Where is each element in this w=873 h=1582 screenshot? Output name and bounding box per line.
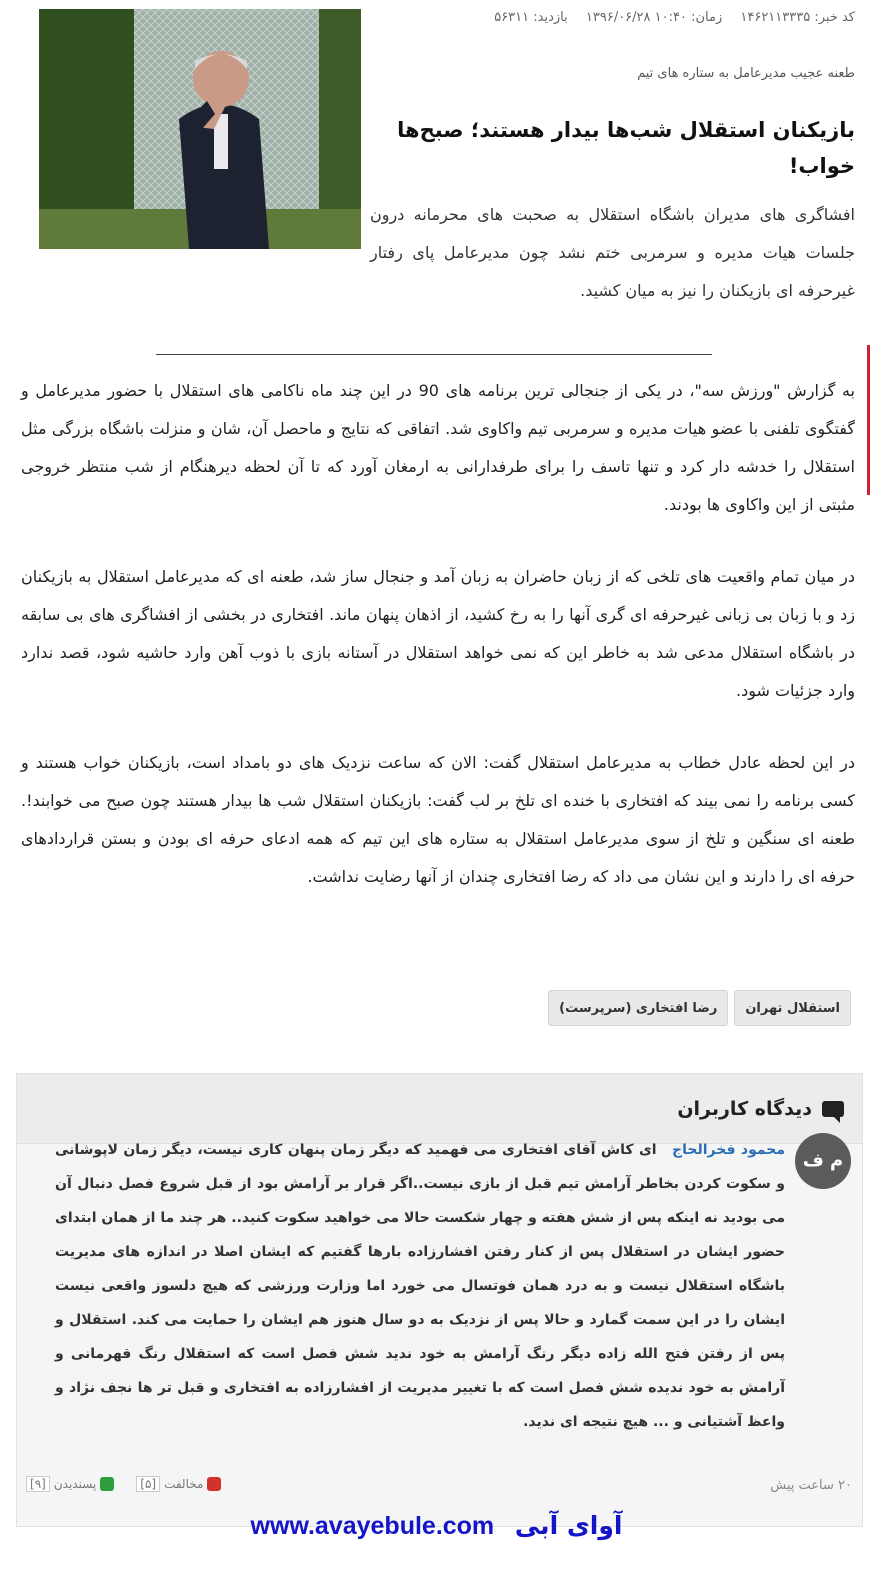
tag-list: [548, 990, 851, 1026]
thumbs-down-icon: [207, 1477, 221, 1491]
news-time: زمان: ۱۰:۴۰ ۱۳۹۶/۰۶/۲۸: [585, 10, 723, 25]
article-paragraph: در میان تمام واقعیت های تلخی که از زبان حاضران به زبان آمد و جنجال ساز شد، طعنه ای که مدیرعامل استقلال به بازیکنان زد و با زبان بی زبانی غیرحرفه ای گری آنها را به رخ کشید، از اذهان پنهان ماند. افتخاری در بخشی از افشاگری های بی سابقه در باشگاه استقلال مدعی شد به خاطر این که نمی خواهد استقلال در آستانه بازی با ذوب آهن وارد حاشیه شود، قصد ندارد وارد جزئیات شود.: [21, 567, 855, 700]
brand-url[interactable]: www.avayebule.com: [250, 1512, 495, 1540]
article-paragraph: در این لحظه عادل خطاب به مدیرعامل استقلال گفت: الان که ساعت نزدیک های دو بامداد است، بازیکنان خواب هستند و کسی برنامه را نمی بیند که افتخاری با خنده ای تلخ بر لب گفت: بازیکنان استقلال شب ها بیدار هستند چون صبح می خوابند!. طعنه ای سنگین و تلخ از سوی مدیرعامل استقلال به ستاره های این تیم که همه ادعای حرفه ای بودن و بستن قراردادهای حرفه ای را دارند و این نشان می داد که رضا افتخاری چندان از آنها رضایت نداشت.: [21, 753, 855, 886]
comment-text: [55, 1133, 785, 1439]
comment-author-link[interactable]: محمود فخرالحاج: [672, 1142, 786, 1158]
comments-title: دیدگاه کاربران: [677, 1097, 812, 1120]
dislike-label: مخالفت: [164, 1477, 204, 1491]
avatar: م ف: [795, 1133, 851, 1189]
kicker: طعنه عجیب مدیرعامل به ستاره های تیم: [637, 66, 855, 81]
news-photo: [39, 9, 361, 249]
thumbs-up-icon: [100, 1477, 114, 1491]
news-views: بازدید: ۵۶۳۱۱: [494, 10, 568, 25]
article-paragraph: به گزارش "ورزش سه"، در یکی از جنجالی ترین برنامه های 90 در این چند ماه ناکامی های استقلال با حضور مدیرعامل و گفتگوی تلفنی با عضو هیات مدیره و سرمربی تیم واکاوی شد. اتفاقی که نتایج و ماحصل آن، شان و منزلت باشگاه بزرگی مثل استقلال را خدشه دار کرد و تنها تاسف را برای طرفدارانی به ارمغان آورد که تا آن لحظه دیرهنگام از شب منتظر خروجی مثبتی از این واکاوی ها بودند.: [21, 381, 855, 514]
brand-name: آوای آبی: [514, 1511, 623, 1540]
footer-brand: [0, 1511, 873, 1541]
article-body: [21, 372, 855, 930]
dislike-count: [۵]: [136, 1476, 160, 1492]
vote-buttons: [26, 1476, 221, 1492]
like-button[interactable]: [26, 1476, 114, 1492]
section-divider: [156, 354, 712, 355]
comment-bubble-icon: [822, 1101, 844, 1117]
tag-eftekhari[interactable]: رضا افتخاری (سرپرست): [548, 990, 728, 1026]
comment-time: ۲۰ ساعت پیش: [770, 1478, 852, 1493]
like-count: [۹]: [26, 1476, 50, 1492]
page-title: بازیکنان استقلال شب‌ها بیدار هستند؛ صبح‌ها خواب!: [397, 118, 855, 178]
dislike-button[interactable]: [136, 1476, 221, 1492]
like-label: پسندیدن: [53, 1477, 97, 1491]
comment-body: ای کاش آقای افتخاری می فهمید که دیگر زمان پنهان کاری نیست، دیگر زمان لاپوشانی و سکوت کردن بخاطر آرامش تیم قبل از بازی نیست..اگر قرار بر آرامش بود از قبل شروع فصل دنبال آن می بودید نه اینکه پس از شش هفته و چهار شکست حالا می خواهید سکوت کنید.. هر چند ما از همان ابتدای حضور ایشان در استقلال پس از کنار رفتن افشارزاده بارها گفتیم که ایشان اصلا در اندازه های مدیریت باشگاه استقلال نیست و به درد همان فوتسال می خورد اما وزارت ورزشی که هیچ دلسوز واقعی نیست ایشان را در این سمت گمارد و حالا پس از نزدیک به دو سال هنوز هم ایشان را حمایت می کند. استقلال و پس از رفتن فتح الله زاده دیگر رنگ آرامش به خود ندید شش فصل است که استقلال رنگ قهرمانی و آرامش به خود ندیده شش فصل است که با تغییر مدیریت از افشارزاده به افتخاری و قبل تر ها نجف نژاد و واعظ آشتیانی و ... هیچ نتیجه ای ندید.: [55, 1142, 785, 1430]
lead-paragraph: افشاگری های مدیران باشگاه استقلال به صحبت های محرمانه درون جلسات هیات مدیره و سرمربی ختم نشد چون مدیرعامل پای رفتار غیرحرفه ای بازیکنان را نیز به میان کشید.: [370, 205, 855, 300]
news-code: کد خبر: ۱۴۶۲۱۱۳۳۳۵: [740, 10, 855, 25]
tag-esteghlal[interactable]: استقلال تهران: [734, 990, 851, 1026]
accent-bar: [867, 345, 870, 495]
news-meta: [480, 10, 855, 25]
comment-footer: [26, 1474, 852, 1500]
